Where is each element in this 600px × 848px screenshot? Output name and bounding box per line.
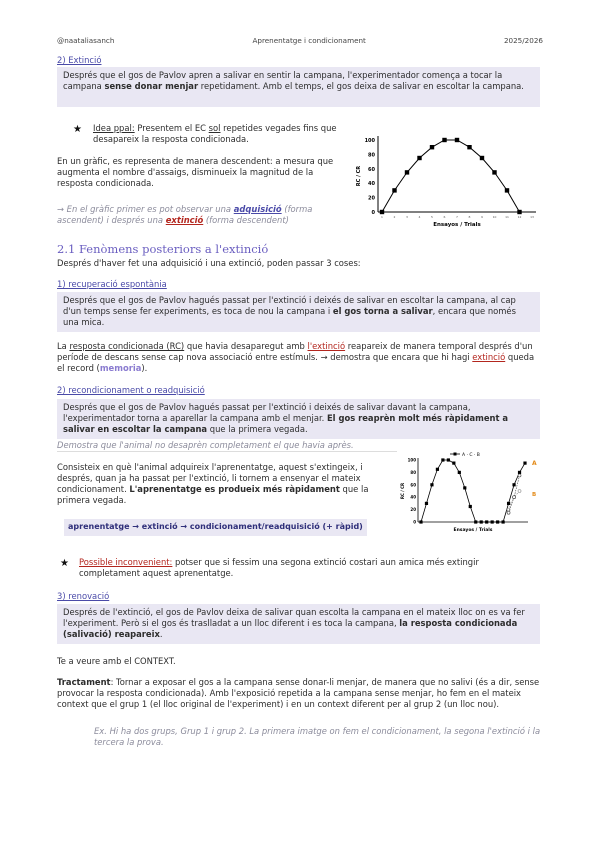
series-line-c: [509, 491, 520, 510]
data-point: [417, 156, 421, 160]
series-label-a: A: [532, 460, 537, 468]
x-tick-label: 5: [431, 215, 433, 219]
expl-text: queda el record (: [57, 352, 535, 374]
extincio-definition-box: [57, 67, 540, 107]
idea-ppal-bullet: [93, 123, 343, 145]
data-point-a: [463, 486, 466, 489]
expl-text: que la primera vegada.: [57, 484, 369, 506]
box-text: Després que el gos de Pavlov apren a salivar en sentir la campana, l'experimentador comença a tocar la campana: [63, 70, 503, 92]
y-tick-label: 80: [410, 469, 416, 475]
graph-note: [57, 204, 347, 226]
expl-text: ).: [141, 363, 148, 374]
doc-title: Aprenentatge i condicionament: [252, 36, 366, 45]
data-point: [442, 138, 446, 142]
y-tick-label: 100: [364, 138, 375, 144]
x-tick-label: 6: [443, 215, 446, 219]
section-renovacio-title[interactable]: 3) renovació: [57, 591, 110, 601]
legend-label: A · C · B: [462, 453, 480, 458]
x-tick-label: 10: [492, 215, 497, 219]
context-note: Te a veure amb el CONTEXT.: [57, 656, 176, 666]
note-text: (forma ascendent) i després una: [57, 204, 313, 226]
data-point: [467, 145, 471, 149]
note-extincio: extinció: [165, 215, 204, 226]
y-tick-label: 20: [368, 195, 375, 202]
graph-description: En un gràfic, es representa de manera descendent: a mesura que augmenta el nombre d'assaigs, disminueix la magnitud de la resposta condicionada.: [57, 156, 334, 189]
expl-extincio: l'extinció: [307, 341, 346, 351]
x-tick-label: 8: [468, 215, 471, 219]
data-point-a: [441, 458, 444, 461]
recuperacio-explanation: [57, 341, 543, 374]
data-point: [405, 170, 409, 174]
box-text: Després de l'extinció, el gos de Pavlov deixa de salivar quan escolta la campana en el mateix lloc on es va fer l'experiment. Però si el gos és traslladat a un lloc diferent i es toca la campana,: [63, 607, 525, 629]
box-text: repetidament. Amb el temps, el gos deixa de salivar en escoltar la campana.: [198, 81, 524, 92]
box-text: .: [159, 629, 163, 640]
expl-memoria: memoria: [99, 363, 142, 374]
section-extincio-title[interactable]: 2) Extinció: [57, 55, 102, 65]
data-point-a: [512, 483, 515, 486]
data-point: [380, 210, 384, 214]
bullet-text: Presentem el EC: [134, 123, 209, 133]
x-tick-label: 9: [481, 215, 483, 219]
y-tick-label: 80: [368, 152, 375, 159]
y-axis-label: RC / CR: [400, 482, 405, 500]
y-tick-label: 60: [368, 166, 375, 173]
data-point-a: [502, 520, 505, 523]
data-point-a: [518, 471, 521, 474]
legend-marker: [454, 453, 457, 456]
data-point: [480, 156, 484, 160]
tractament-paragraph: [57, 677, 543, 710]
data-point-b: [507, 511, 510, 514]
example-note: Ex. Hi ha dos grups, Grup 1 i grup 2. La primera imatge on fem el condicionament, la segona l'extinció i la tercera la prova.: [94, 726, 541, 748]
expl-text: La: [57, 341, 70, 351]
readquisition-chart: [396, 446, 546, 536]
x-tick-label: 13: [530, 215, 534, 219]
tractament-text: : Tornar a exposar el gos a la campana sense donar-li menjar, de manera que no salivi (és a dir, sense provocar la resposta condicionada). Amb l'exposició repetida a la campana sense menjar, ho fem en el mateix context que el grup 1 (el lloc original de l'experiment) i en un context diferent per al grup 2 (un lloc nou).: [57, 677, 540, 710]
data-point: [505, 188, 509, 192]
data-point-a: [419, 520, 422, 523]
expl-text: Consisteix en què l'animal adquireix l'aprenentatge, aquest s'extingeix, i després, quan ja ha passat per l'extinció, li tornem a ensenyar el mateix condicionament.: [57, 462, 363, 495]
x-tick-label: 3: [406, 215, 408, 219]
series-line: [382, 140, 520, 212]
author-handle: @naataliasanch: [57, 36, 115, 45]
data-point: [430, 145, 434, 149]
data-point-a: [480, 520, 483, 523]
sequence-box: aprenentatge → extinció → condicionament/readquisició (+ ràpid): [64, 519, 367, 536]
inconvenient-text: potser que si fessim una segona extinció costari aun amica més extingir completament aquest aprenentatge.: [79, 557, 479, 579]
star-icon: ★: [73, 124, 82, 135]
data-point: [492, 170, 496, 174]
data-point-b: [513, 496, 516, 499]
data-point-c: [518, 490, 521, 493]
bullet-text: repetides vegades fins que desapareix la resposta condicionada.: [93, 123, 337, 145]
expl-text: que havia desaparegut amb: [184, 341, 308, 351]
data-point-a: [430, 483, 433, 486]
inconvenient-label: Possible inconvenient:: [79, 557, 173, 567]
section-recuperacio-title[interactable]: 1) recuperació espontània: [57, 279, 167, 289]
section-recondicionament-title[interactable]: 2) recondicionament o readquisició: [57, 385, 205, 395]
star-icon: ★: [60, 558, 69, 569]
note-text: (forma descendent): [203, 215, 289, 226]
data-point-b: [518, 474, 521, 477]
y-tick-label: 60: [410, 482, 416, 488]
data-point-a: [485, 520, 488, 523]
data-point-a: [523, 462, 526, 465]
data-point-a: [458, 471, 461, 474]
series-line-b: [509, 476, 520, 513]
expl-bold: L'aprenentatge es produeix més ràpidament: [129, 484, 340, 495]
data-point: [517, 210, 521, 214]
data-point-a: [491, 520, 494, 523]
data-point-a: [452, 462, 455, 465]
data-point-a: [507, 502, 510, 505]
box-text: Després que el gos de Pavlov hagués passat per l'extinció i deixés de salivar davant la campana, l'experimentador torna a aparellar la campana amb el menjar.: [63, 402, 471, 424]
x-tick-label: 4: [418, 215, 421, 219]
data-point-a: [496, 520, 499, 523]
tractament-label: Tractament: [57, 677, 111, 687]
data-point-a: [447, 458, 450, 461]
expl-extincio: extinció: [472, 352, 506, 363]
y-axis-label: RC / CR: [356, 165, 362, 187]
recondicionament-box: [57, 399, 540, 439]
series-label-b: B: [532, 492, 537, 499]
box-bold: El gos reaprèn molt més ràpidament a salivar en escoltar la campana: [63, 413, 509, 435]
box-text: Després que el gos de Pavlov hagués passat per l'extinció i deixés de salivar en escoltar la campana, al cap d'un temps sense fer experiments, es toca de nou la campana i: [63, 295, 516, 317]
x-axis-label: Ensayos / Trials: [453, 528, 493, 533]
y-tick-label: 0: [371, 210, 375, 216]
page-header: [57, 36, 543, 46]
data-point: [455, 138, 459, 142]
bullet-label: Idea ppal:: [93, 123, 135, 133]
x-tick-label: 2: [393, 215, 396, 219]
x-tick-label: 7: [456, 215, 458, 219]
y-tick-label: 100: [407, 457, 416, 463]
box-bold: sense donar menjar: [104, 81, 199, 92]
recondicionament-explanation: [57, 462, 389, 506]
x-tick-label: 1: [381, 215, 383, 219]
y-tick-label: 20: [410, 507, 416, 513]
recuperacio-box: [57, 292, 540, 332]
box-bold: el gos torna a salivar: [332, 306, 433, 317]
x-axis-label: Ensayos / Trials: [433, 222, 481, 228]
y-tick-label: 40: [410, 494, 416, 500]
x-tick-label: 12: [517, 215, 522, 219]
extinction-chart: [348, 122, 543, 232]
note-text: → En el gràfic primer es pot observar una: [57, 204, 234, 214]
data-point: [392, 188, 396, 192]
y-tick-label: 40: [368, 181, 375, 188]
box-text: que la primera vegada.: [207, 424, 308, 435]
school-year: 2025/2026: [503, 36, 543, 45]
renovacio-box: [57, 604, 540, 644]
fenomens-intro: Després d'haver fet una adquisició i una extinció, poden passar 3 coses:: [57, 258, 361, 268]
data-point-a: [425, 502, 428, 505]
bullet-sol: sol: [208, 123, 221, 133]
y-tick-label: 0: [413, 519, 416, 525]
data-point-a: [469, 505, 472, 508]
fenomens-heading: 2.1 Fenòmens posteriors a l'extinció: [57, 242, 269, 256]
inconvenient-bullet: [79, 557, 541, 579]
data-point-a: [436, 468, 439, 471]
expl-text: reapareix de manera temporal després d'un període de descans sense cap nova associació entre estímuls. → demostra que encara que hi hagi: [57, 341, 533, 363]
data-point-a: [474, 520, 477, 523]
recondicionament-demo: Demostra que l'animal no desaprèn completament el que havia après.: [57, 440, 397, 452]
x-tick-label: 11: [505, 215, 509, 219]
expl-rc: resposta condicionada (RC): [69, 341, 185, 351]
box-bold: la resposta condicionada (salivació) reapareix: [63, 618, 518, 640]
box-text: , encara que només una mica.: [63, 306, 516, 328]
note-adquisicio: adquisició: [233, 204, 282, 214]
